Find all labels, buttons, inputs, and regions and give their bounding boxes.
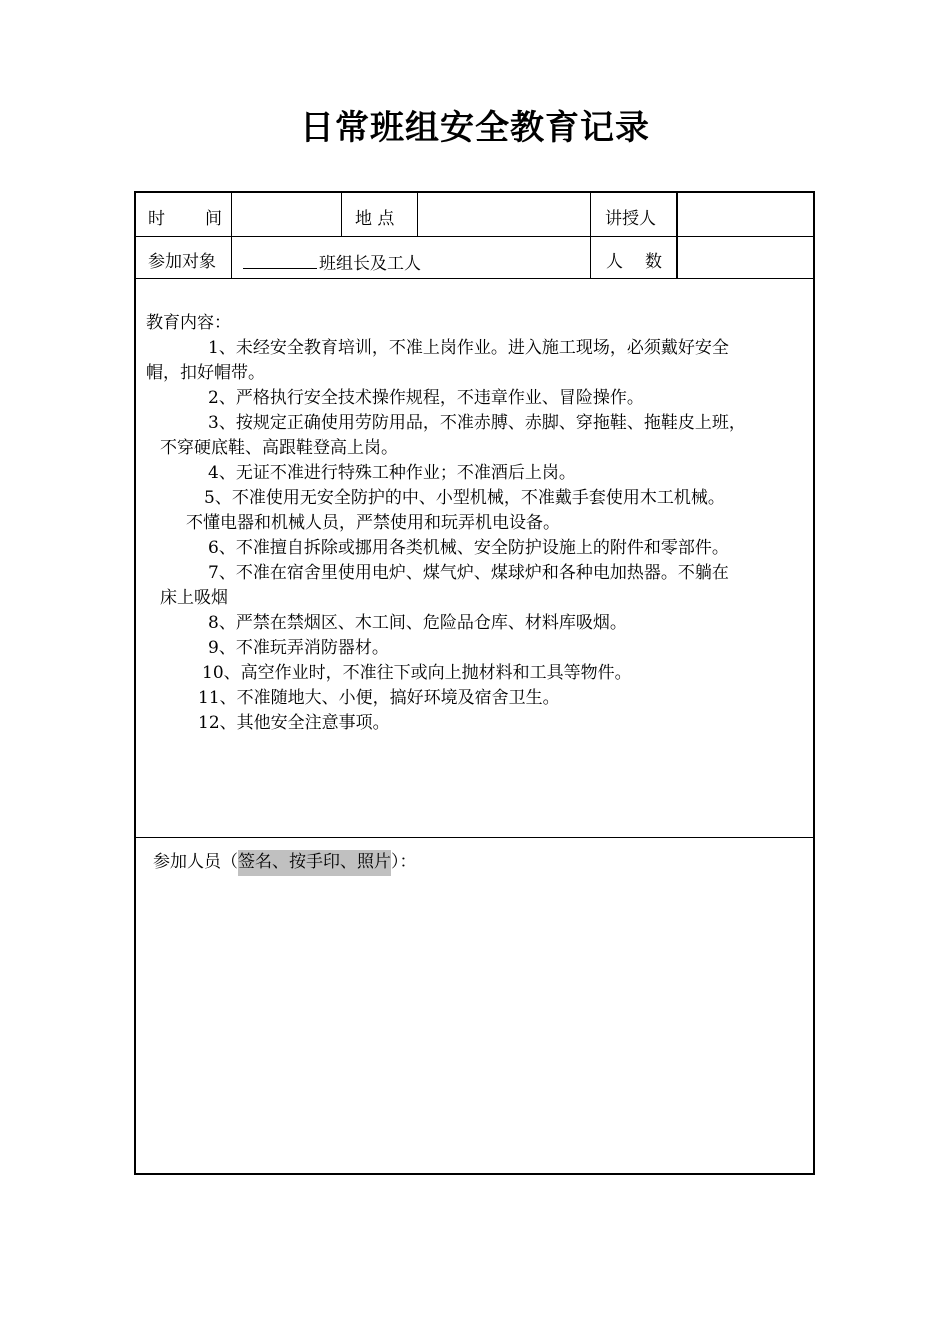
lecturer-label: 讲授人: [605, 209, 656, 229]
content-line: 7、不准在宿舍里使用电炉、煤气炉、煤球炉和各种电加热器。不躺在: [208, 563, 729, 583]
document-title: 日常班组安全教育记录: [300, 108, 650, 148]
signature-area[interactable]: [136, 883, 813, 1171]
col-divider: [590, 193, 591, 279]
time-label-text: 时 间: [148, 209, 222, 229]
count-label-text: 人 数: [606, 252, 662, 272]
content-line: 8、严禁在禁烟区、木工间、危险品仓库、材料库吸烟。: [208, 613, 627, 633]
time-field[interactable]: [232, 194, 340, 236]
content-line: 不穿硬底鞋、高跟鞋登高上岗。: [160, 438, 398, 458]
participants-field[interactable]: [243, 252, 421, 274]
content-line: 帽，扣好帽带。: [146, 363, 265, 383]
time-label: [148, 209, 222, 229]
col-divider: [341, 193, 342, 237]
count-label: [606, 252, 662, 272]
content-line: 12、其他安全注意事项。: [198, 713, 390, 733]
content-line: 床上吸烟: [160, 588, 228, 608]
col-divider: [676, 193, 678, 279]
content-line: 6、不准擅自拆除或挪用各类机械、安全防护设施上的附件和零部件。: [208, 538, 729, 558]
record-table: [134, 191, 815, 1175]
participants-blank: [243, 252, 317, 269]
signature-prefix: 参加人员（: [153, 852, 238, 872]
participants-label: 参加对象: [148, 252, 216, 272]
content-line: 10、高空作业时，不准往下或向上抛材料和工具等物件。: [202, 663, 632, 683]
content-line: 4、无证不准进行特殊工种作业；不准酒后上岗。: [208, 463, 576, 483]
content-line: 5、不准使用无安全防护的中、小型机械，不准戴手套使用木工机械。: [204, 488, 725, 508]
content-line: 3、按规定正确使用劳防用品，不准赤膊、赤脚、穿拖鞋、拖鞋皮上班，: [208, 413, 746, 433]
content-line: 9、不准玩弄消防器材。: [208, 638, 389, 658]
content-line: 不懂电器和机械人员，严禁使用和玩弄机电设备。: [186, 513, 560, 533]
row-divider: [136, 278, 813, 279]
content-line: 1、未经安全教育培训，不准上岗作业。进入施工现场，必须戴好安全: [208, 338, 729, 358]
lecturer-field[interactable]: [679, 194, 813, 236]
row-divider: [136, 837, 813, 838]
content-line: 2、严格执行安全技术操作规程，不违章作业、冒险操作。: [208, 388, 644, 408]
location-label: 地 点: [355, 209, 395, 229]
content-heading: 教育内容：: [146, 313, 231, 333]
signature-label: [153, 850, 417, 874]
content-line: 11、不准随地大、小便，搞好环境及宿舍卫生。: [198, 688, 560, 708]
location-field[interactable]: [418, 194, 589, 236]
participants-value: 班组长及工人: [319, 254, 421, 274]
row-divider: [136, 236, 813, 237]
signature-highlight: 签名、按手印、照片: [238, 850, 391, 876]
signature-suffix: ）：: [391, 852, 417, 872]
